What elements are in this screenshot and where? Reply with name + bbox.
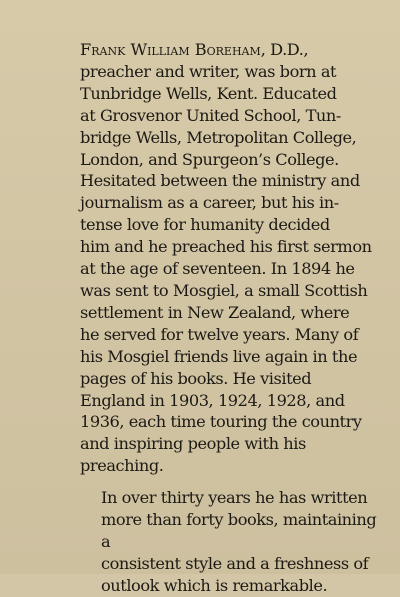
text-line: bridge Wells, Metropolitan College, xyxy=(80,127,357,147)
text-line: Hesitated between the ministry and xyxy=(80,171,360,191)
text-line: preaching. xyxy=(80,456,164,476)
text-line: more than forty books, maintaining a xyxy=(101,510,377,551)
text-line: , D.D., xyxy=(260,40,309,59)
biography-paragraph-1 xyxy=(80,39,386,477)
text-line: pages of his books. He visited xyxy=(80,368,312,388)
biography-paragraph-2 xyxy=(80,487,386,597)
author-name: Frank William Boreham xyxy=(80,40,261,59)
text-line: journalism as a career, but his in- xyxy=(80,193,339,213)
text-line: England in 1903, 1924, 1928, and xyxy=(80,390,345,410)
text-line: consistent style and a freshness of xyxy=(101,553,369,573)
text-line: London, and Spurgeon’s College. xyxy=(80,149,339,169)
text-line: his Mosgiel friends live again in the xyxy=(80,346,358,366)
text-line: outlook which is remarkable. xyxy=(101,575,328,595)
text-line: and inspiring people with his xyxy=(80,434,306,454)
text-line: he served for twelve years. Many of xyxy=(80,324,359,344)
text-line: tense love for humanity decided xyxy=(80,215,330,235)
text-line: at Grosvenor United School, Tun- xyxy=(80,105,341,125)
text-line: was sent to Mosgiel, a small Scottish xyxy=(80,280,368,300)
text-line: him and he preached his first sermon xyxy=(80,237,372,257)
biography-text xyxy=(80,39,386,597)
text-line: preacher and writer, was born at xyxy=(80,61,337,81)
text-line: In over thirty years he has written xyxy=(101,488,368,508)
text-line: Tunbridge Wells, Kent. Educated xyxy=(80,83,337,103)
text-line: settlement in New Zealand, where xyxy=(80,302,350,322)
text-line: at the age of seventeen. In 1894 he xyxy=(80,259,355,279)
text-line: 1936, each time touring the country xyxy=(80,412,362,432)
